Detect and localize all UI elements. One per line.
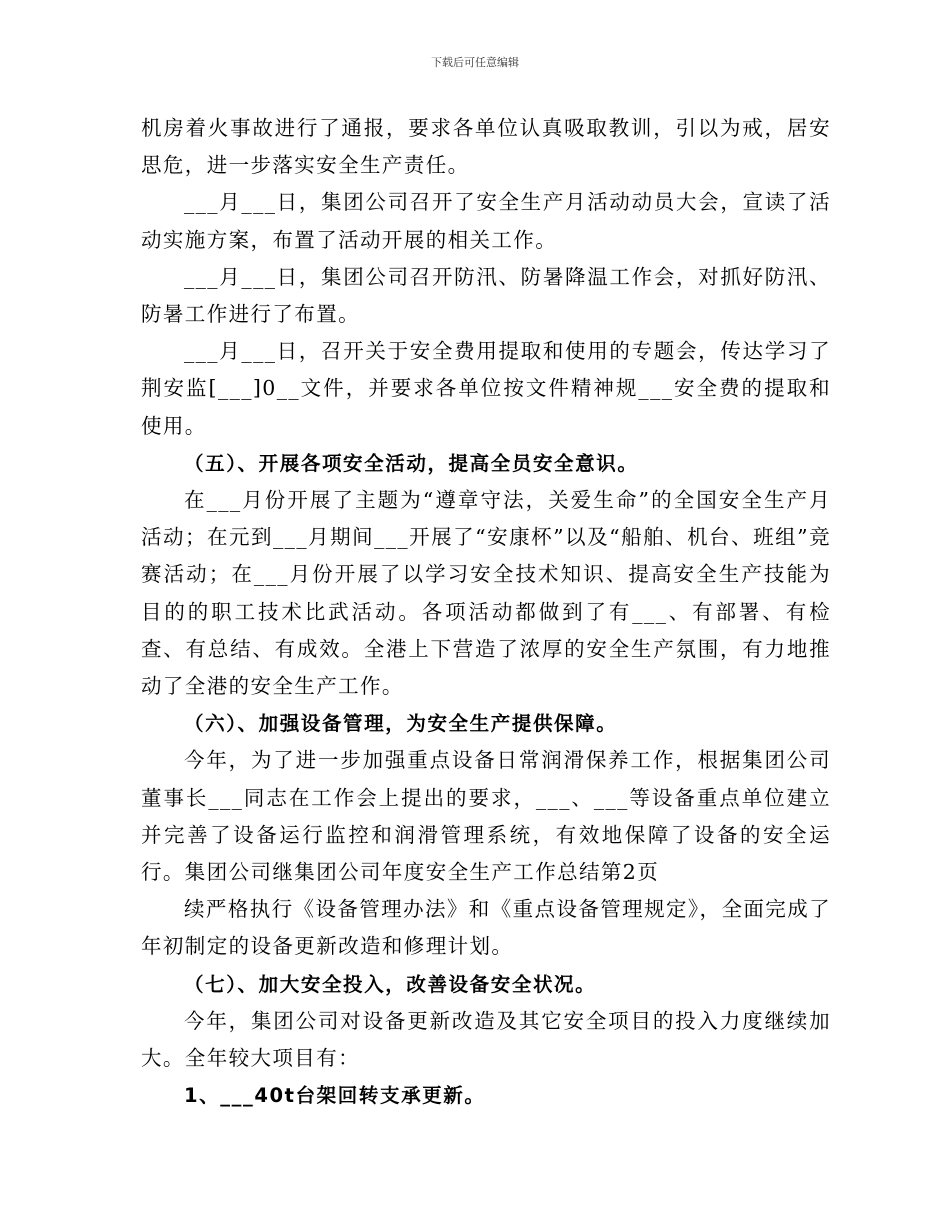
document-body <box>141 110 831 1114</box>
paragraph-continuation: 机房着火事故进行了通报，要求各单位认真吸取教训，引以为戒，居安思危，进一步落实安全生产责任。 <box>141 116 831 178</box>
paragraph-safety-investment: 今年，集团公司对设备更新改造及其它安全项目的投入力度继续加大。全年较大项目有： <box>141 1008 831 1071</box>
paragraph-safety-activities: 在___月份开展了主题为“遵章守法，关爱生命”的全国安全生产月活动；在元到___月期间___开展了“安康杯”以及“船舶、机台、班组”竞赛活动；在___月份开展了以学习安全技术知识、提高安全生产技能为目的的职工技术比武活动。各项活动都做到了有___、有部署、有检查、有总结、有成效。全港上下营造了浓厚的安全生产氛围，有力地推动了全港的安全生产工作。 <box>141 488 831 699</box>
section-heading-5: （五）、开展各项安全活动，提高全员安全意识。 <box>184 451 639 475</box>
section-heading-7: （七）、加大安全投入，改善设备安全状况。 <box>184 972 597 996</box>
page-header: 下载后可任意编辑 <box>431 56 519 69</box>
paragraph-safety-month-meeting: ___月___日，集团公司召开了安全生产月活动动员大会，宣读了活动实施方案，布置了活动开展的相关工作。 <box>141 190 831 252</box>
section-heading-6: （六）、加强设备管理，为安全生产提供保障。 <box>184 712 618 736</box>
paragraph-equipment-rules: 续严格执行《设备管理办法》和《重点设备管理规定》，全面完成了年初制定的设备更新改造和修理计划。 <box>141 897 831 959</box>
paragraph-equipment-lubrication: 今年，为了进一步加强重点设备日常润滑保养工作，根据集团公司董事长___同志在工作会上提出的要求，___、___等设备重点单位建立并完善了设备运行监控和润滑管理系统，有效地保障了设备的安全运行。集团公司继集团公司年度安全生产工作总结第2页 <box>141 748 831 885</box>
list-item-1: 1、___40t台架回转支承更新。 <box>184 1084 486 1108</box>
paragraph-flood-heat-meeting: ___月___日，集团公司召开防汛、防暑降温工作会，对抓好防汛、防暑工作进行了布置。 <box>141 264 831 327</box>
paragraph-safety-fee-meeting: ___月___日，召开关于安全费用提取和使用的专题会，传达学习了荆安监[___]0__文件，并要求各单位按文件精神规___安全费的提取和使用。 <box>141 339 831 438</box>
